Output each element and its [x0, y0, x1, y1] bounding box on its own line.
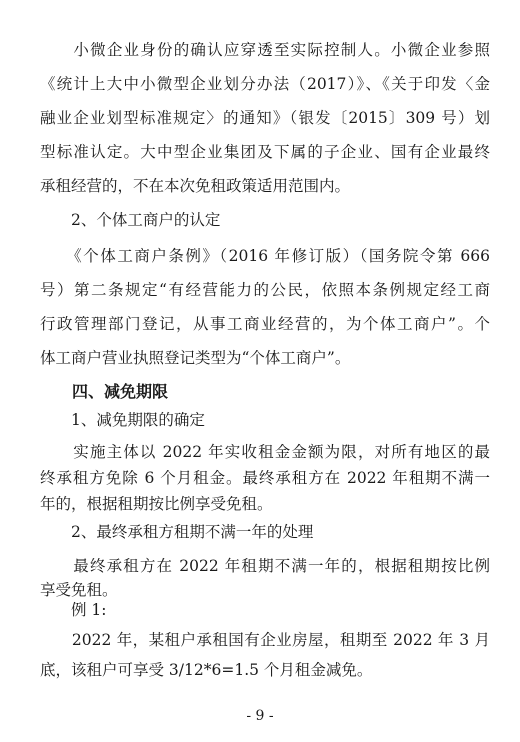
paragraph-line: 融业企业划型标准规定〉的通知》（银发〔2015〕309 号）划	[40, 109, 490, 127]
paragraph-line: 号）第二条规定“有经营能力的公民，依照本条例规定经工商	[40, 281, 490, 299]
section-heading: 四、减免期限	[40, 382, 169, 401]
paragraph-line: 《个体工商户条例》（2016 年修订版）（国务院令第 666	[40, 247, 490, 265]
page-number: - 9 -	[246, 708, 274, 724]
subsection-heading: 1、减免期限的确定	[40, 411, 205, 429]
paragraph-line: 年的，根据租期按比例享受免租。	[40, 495, 273, 513]
paragraph-line: 行政管理部门登记，从事工商业经营的，为个体工商户”。个	[40, 315, 490, 333]
paragraph-line: 承租经营的，不在本次免租政策适用范围内。	[40, 177, 351, 195]
paragraph-line: 底，该租户可享受 3/12*6=1.5 个月租金减免。	[40, 661, 373, 679]
paragraph-line: 实施主体以 2022 年实收租金金额为限，对所有地区的最	[40, 443, 490, 461]
paragraph-line: 《统计上大中小微型企业划分办法（2017）》、《关于印发〈金	[40, 75, 490, 93]
paragraph-line: 终承租方免除 6 个月租金。最终承租方在 2022 年租期不满一	[40, 469, 490, 487]
paragraph-line: 小微企业身份的确认应穿透至实际控制人。小微企业参照	[40, 41, 490, 59]
paragraph-line: 型标准认定。大中型企业集团及下属的子企业、国有企业最终	[40, 143, 490, 161]
paragraph-line: 体工商户营业执照登记类型为“个体工商户”。	[40, 349, 351, 367]
paragraph-line: 享受免租。	[40, 581, 118, 599]
subsection-heading: 2、最终承租方租期不满一年的处理	[40, 523, 314, 541]
paragraph-line: 最终承租方在 2022 年租期不满一年的，根据租期按比例	[40, 557, 490, 575]
subsection-heading: 2、个体工商户的认定	[40, 211, 221, 229]
paragraph-line: 2022 年，某租户承租国有企业房屋，租期至 2022 年 3 月	[40, 631, 490, 649]
example-label: 例 1:	[40, 601, 107, 619]
